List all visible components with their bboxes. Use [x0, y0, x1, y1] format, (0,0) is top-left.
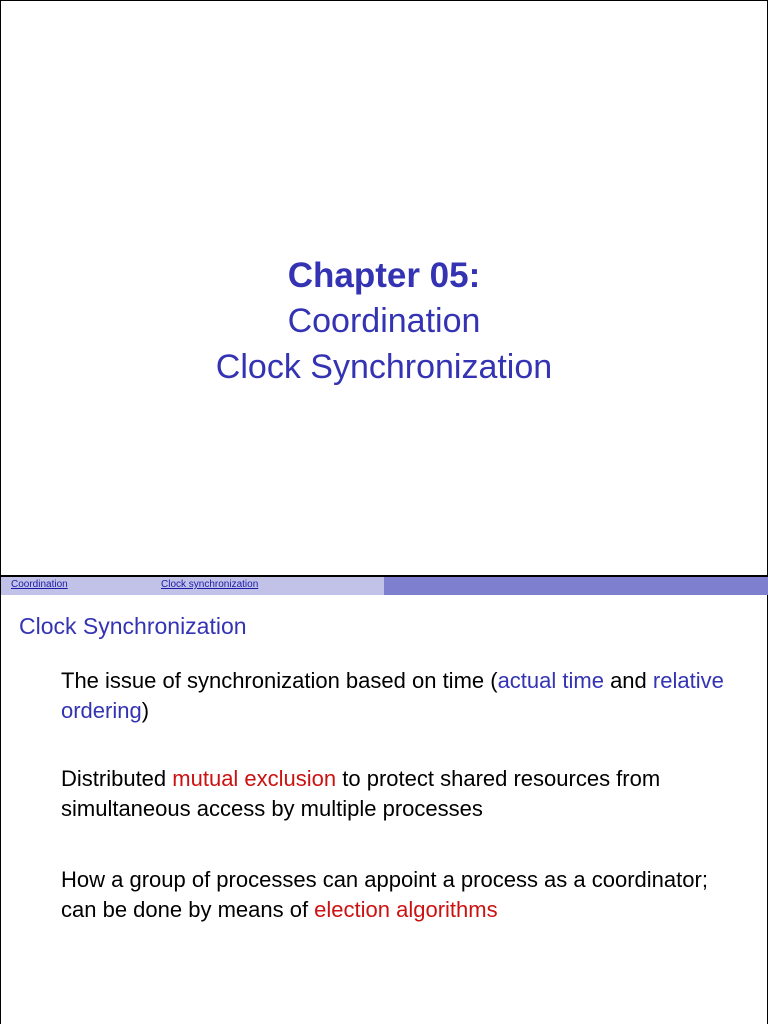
text: to protect shared resources from simultaneous access by multiple processes	[61, 766, 661, 821]
nav-bar	[1, 577, 768, 595]
section-title: Clock Synchronization	[19, 613, 247, 639]
text: and	[603, 668, 653, 693]
text: Distributed	[61, 766, 173, 791]
text: )	[141, 698, 150, 723]
bullet-election	[61, 865, 741, 925]
term-actual-time: actual time	[497, 668, 604, 693]
chapter-heading: Chapter 05:	[287, 256, 481, 295]
title-block	[1, 254, 767, 390]
chapter-subtopic: Clock Synchronization	[215, 348, 553, 386]
term-relative-ordering: relative ordering	[61, 668, 724, 723]
nav-link-clock-synchronization[interactable]: Clock synchronization	[161, 579, 259, 590]
nav-link-coordination[interactable]: Coordination	[11, 579, 68, 590]
text: How a group of processes can appoint a process as a coordinator; can be done by means of	[61, 867, 708, 922]
content-slide	[0, 577, 768, 1024]
term-mutual-exclusion: mutual exclusion	[172, 766, 337, 791]
term-election-algorithms: election algorithms	[314, 897, 498, 922]
text: The issue of synchronization based on time (	[61, 668, 498, 693]
chapter-topic: Coordination	[287, 302, 481, 340]
bullet-time-sync	[61, 666, 741, 726]
bullet-mutual-exclusion	[61, 764, 741, 824]
